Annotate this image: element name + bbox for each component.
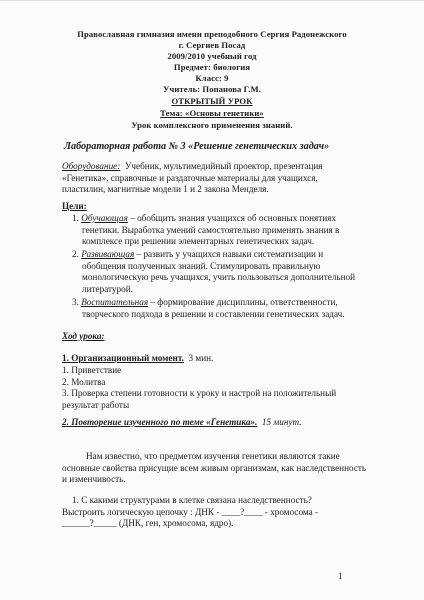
city: г. Сергиев Посад [178,40,246,50]
list-item: 1. Приветствие [62,365,122,375]
equipment-block [62,161,367,196]
section-1-heading: 1. Организационный момент. 3 мин. [62,353,214,363]
subject: Предмет: биология [173,62,251,72]
course-heading: Ход урока: [62,331,105,341]
school-name: Православная гимназия имени преподобного Сергия Радонежского [77,29,347,39]
lab-title: Лабораторная работа № 3 «Решение генетических задач» [64,141,330,152]
intro-paragraph: Нам известно, что предметом изучения генетики являются такие основные свойства присущие всем живым организмам, как наследственность и изменчивость. [62,451,367,484]
goal-3: 3. Воспитательная – формирование дисциплины, ответственности, творческого подхода в решении и составлении генетических задач. [72,297,345,319]
lesson-topic: Тема: «Основы генетики» [160,108,264,118]
goal-2: 2. Развивающая – развить у учащихся навыки систематизации и обобщения полученных знаний. Стимулировать правильную монологическую речь учащихся, учить пользоваться дополнительной литературой. [72,249,356,294]
question-1: 1. С какими структурами в клетке связана наследственность? Выстроить логическую цепочку : ДНК - ____?____ - хромосома - ______?_____ (ДНК, ген, хромосома, ядро). [62,495,319,528]
list-item: результат работы [62,399,130,410]
school-year: 2009/2010 учебный год [167,51,257,61]
equipment-line-3: пластилин, магнитные модели 1 и 2 закона Менделя. [62,184,269,194]
section-2-heading: 2. Повторение изученного по теме «Генетика». 15 минут. [62,417,302,427]
goal-3-name: Воспитательная [81,297,149,307]
grade: Класс: 9 [195,73,229,83]
lesson-kind: Урок комплексного применения знаний. [131,120,293,130]
teacher: Учитель: Попанова Г.М. [163,84,261,94]
goal-1: 1. Обучающая – обобщить знания учащихся об основных понятиях генетики. Выработка умений самостоятельно применять знания в комплексе при решении элементарных генетических задач. [72,213,340,246]
lesson-type: ОТКРЫТЫЙ УРОК [171,96,253,106]
section-1-list [62,365,367,411]
equipment-line-2: «Генетика», справочные и раздаточные материалы для учащихся, [62,172,318,183]
goal-1-name: Обучающая [81,213,128,223]
equipment-label: Оборудование: [62,161,121,171]
list-item: 3. Проверка степени готовности к уроку и настрой на положительный [62,388,337,398]
equipment-line-1: Оборудование: Учебник, мультимедийный проектор, презентация [62,161,323,171]
goal-2-name: Развивающая [81,249,135,259]
list-item: 2. Молитва [62,376,106,387]
page-number: 1 [338,571,343,581]
goals-heading: Цели: [62,201,87,211]
